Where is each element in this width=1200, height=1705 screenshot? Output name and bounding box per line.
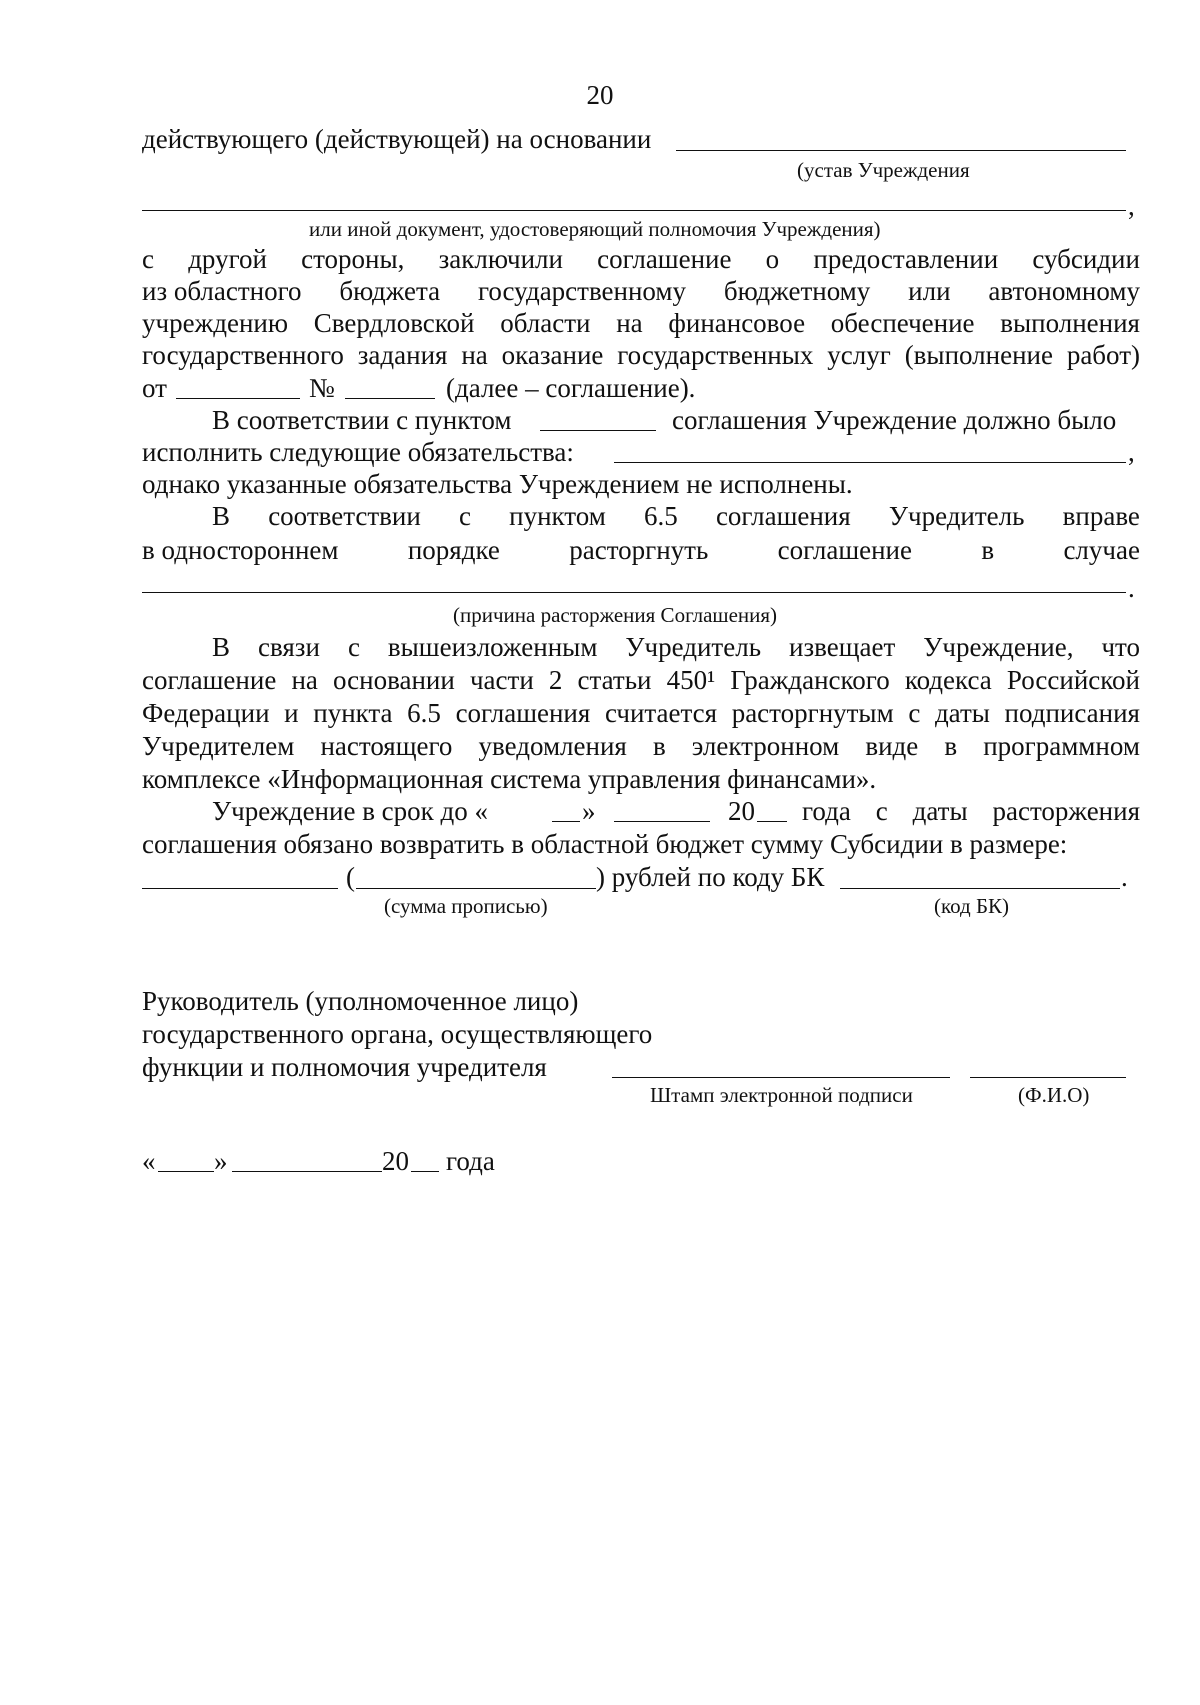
- return-sum-text: соглашения обязано возвратить в областной бюджет сумму Субсидии в размере:: [142, 829, 1068, 859]
- signer-line-3: функции и полномочия учредителя: [142, 1052, 547, 1082]
- deadline-year-prefix: 20: [728, 796, 755, 826]
- return-deadline-label: Учреждение в срок до «: [212, 796, 489, 826]
- p3-line-1: В соответствии с пунктом 6.5 соглашения Учредитель вправе: [212, 501, 1140, 531]
- date-day-blank[interactable]: [158, 1171, 214, 1172]
- p1-line-3: учреждению Свердловской области на финансовое обеспечение выполнения: [142, 308, 1140, 338]
- obligations-label: исполнить следующие обязательства:: [142, 437, 574, 467]
- date-year-word: года: [446, 1146, 495, 1176]
- deadline-year-blank[interactable]: [757, 821, 787, 822]
- kbk-caption: (код БК): [934, 894, 1010, 918]
- signer-line-2: государственного органа, осуществляющего: [142, 1019, 653, 1049]
- fio-blank[interactable]: [970, 1077, 1126, 1078]
- date-quote-close: »: [214, 1146, 228, 1176]
- charter-caption: (устав Учреждения: [797, 158, 970, 182]
- document-blank[interactable]: [142, 210, 1126, 211]
- clause-text: соглашения Учреждение должно было: [672, 405, 1117, 435]
- basis-blank[interactable]: [676, 150, 1126, 151]
- other-document-caption: или иной документ, удостоверяющий полномочия Учреждения): [309, 217, 881, 241]
- p4-line-4: Учредителем настоящего уведомления в электронном виде в программном: [142, 731, 1140, 761]
- obligations-blank[interactable]: [614, 462, 1126, 463]
- p1-line-2: из областного бюджета государственному бюджетному или автономному: [142, 276, 1140, 306]
- p4-line-3: Федерации и пункта 6.5 соглашения считается расторгнутым с даты подписания: [142, 698, 1140, 728]
- p4-line-2: соглашение на основании части 2 статьи 450¹ Гражданского кодекса Российской: [142, 665, 1140, 695]
- deadline-rest: года с даты расторжения: [802, 796, 1140, 826]
- date-quote-open: «: [142, 1146, 156, 1176]
- obligations-comma: ,: [1128, 437, 1135, 467]
- agreement-short-name: (далее – соглашение).: [446, 373, 696, 403]
- obligations-not-fulfilled: однако указанные обязательства Учреждением не исполнены.: [142, 469, 853, 499]
- stamp-caption: Штамп электронной подписи: [650, 1083, 913, 1107]
- deadline-day-blank[interactable]: [552, 821, 580, 822]
- p4-line-5: комплексе «Информационная система управления финансами».: [142, 764, 877, 794]
- signature-stamp-blank[interactable]: [612, 1077, 950, 1078]
- p1-line-4: государственного задания на оказание государственных услуг (выполнение работ): [142, 340, 1140, 370]
- sum-period: .: [1121, 862, 1128, 892]
- basis-label: действующего (действующей) на основании: [142, 124, 652, 154]
- agreement-number-label: №: [309, 373, 335, 403]
- reason-blank[interactable]: [142, 592, 1126, 593]
- date-month-blank[interactable]: [232, 1171, 382, 1172]
- agreement-date-blank[interactable]: [176, 398, 300, 399]
- fio-caption: (Ф.И.О): [1018, 1083, 1090, 1107]
- deadline-month-blank[interactable]: [614, 821, 710, 822]
- date-year-prefix: 20: [382, 1146, 409, 1176]
- sum-words-blank[interactable]: [356, 888, 596, 889]
- document-blank-comma: ,: [1128, 191, 1135, 221]
- p4-line-1: В связи с вышеизложенным Учредитель извещает Учреждение, что: [212, 632, 1140, 662]
- sum-paren-open: (: [346, 862, 355, 892]
- paragraph-parties: [142, 243, 1140, 371]
- date-year-blank[interactable]: [411, 1171, 439, 1172]
- deadline-quote-close: »: [582, 796, 596, 826]
- agreement-from-label: от: [142, 373, 167, 403]
- p1-line-1: с другой стороны, заключили соглашение о предоставлении субсидии: [142, 244, 1140, 274]
- sum-digits-blank[interactable]: [142, 888, 338, 889]
- clause-label: В соответствии с пунктом: [212, 405, 512, 435]
- sum-words-caption: (сумма прописью): [384, 894, 548, 918]
- reason-caption: (причина расторжения Соглашения): [453, 603, 778, 627]
- reason-period: .: [1128, 573, 1135, 603]
- agreement-number-blank[interactable]: [345, 398, 435, 399]
- p3-line-2: в одностороннем порядке расторгнуть соглашение в случае: [142, 535, 1140, 565]
- kbk-blank[interactable]: [840, 888, 1120, 889]
- clause-number-blank[interactable]: [540, 430, 656, 431]
- page-number: 20: [586, 80, 614, 110]
- sum-paren-close-kbk: ) рублей по коду БК: [596, 862, 825, 892]
- signer-line-1: Руководитель (уполномоченное лицо): [142, 986, 579, 1016]
